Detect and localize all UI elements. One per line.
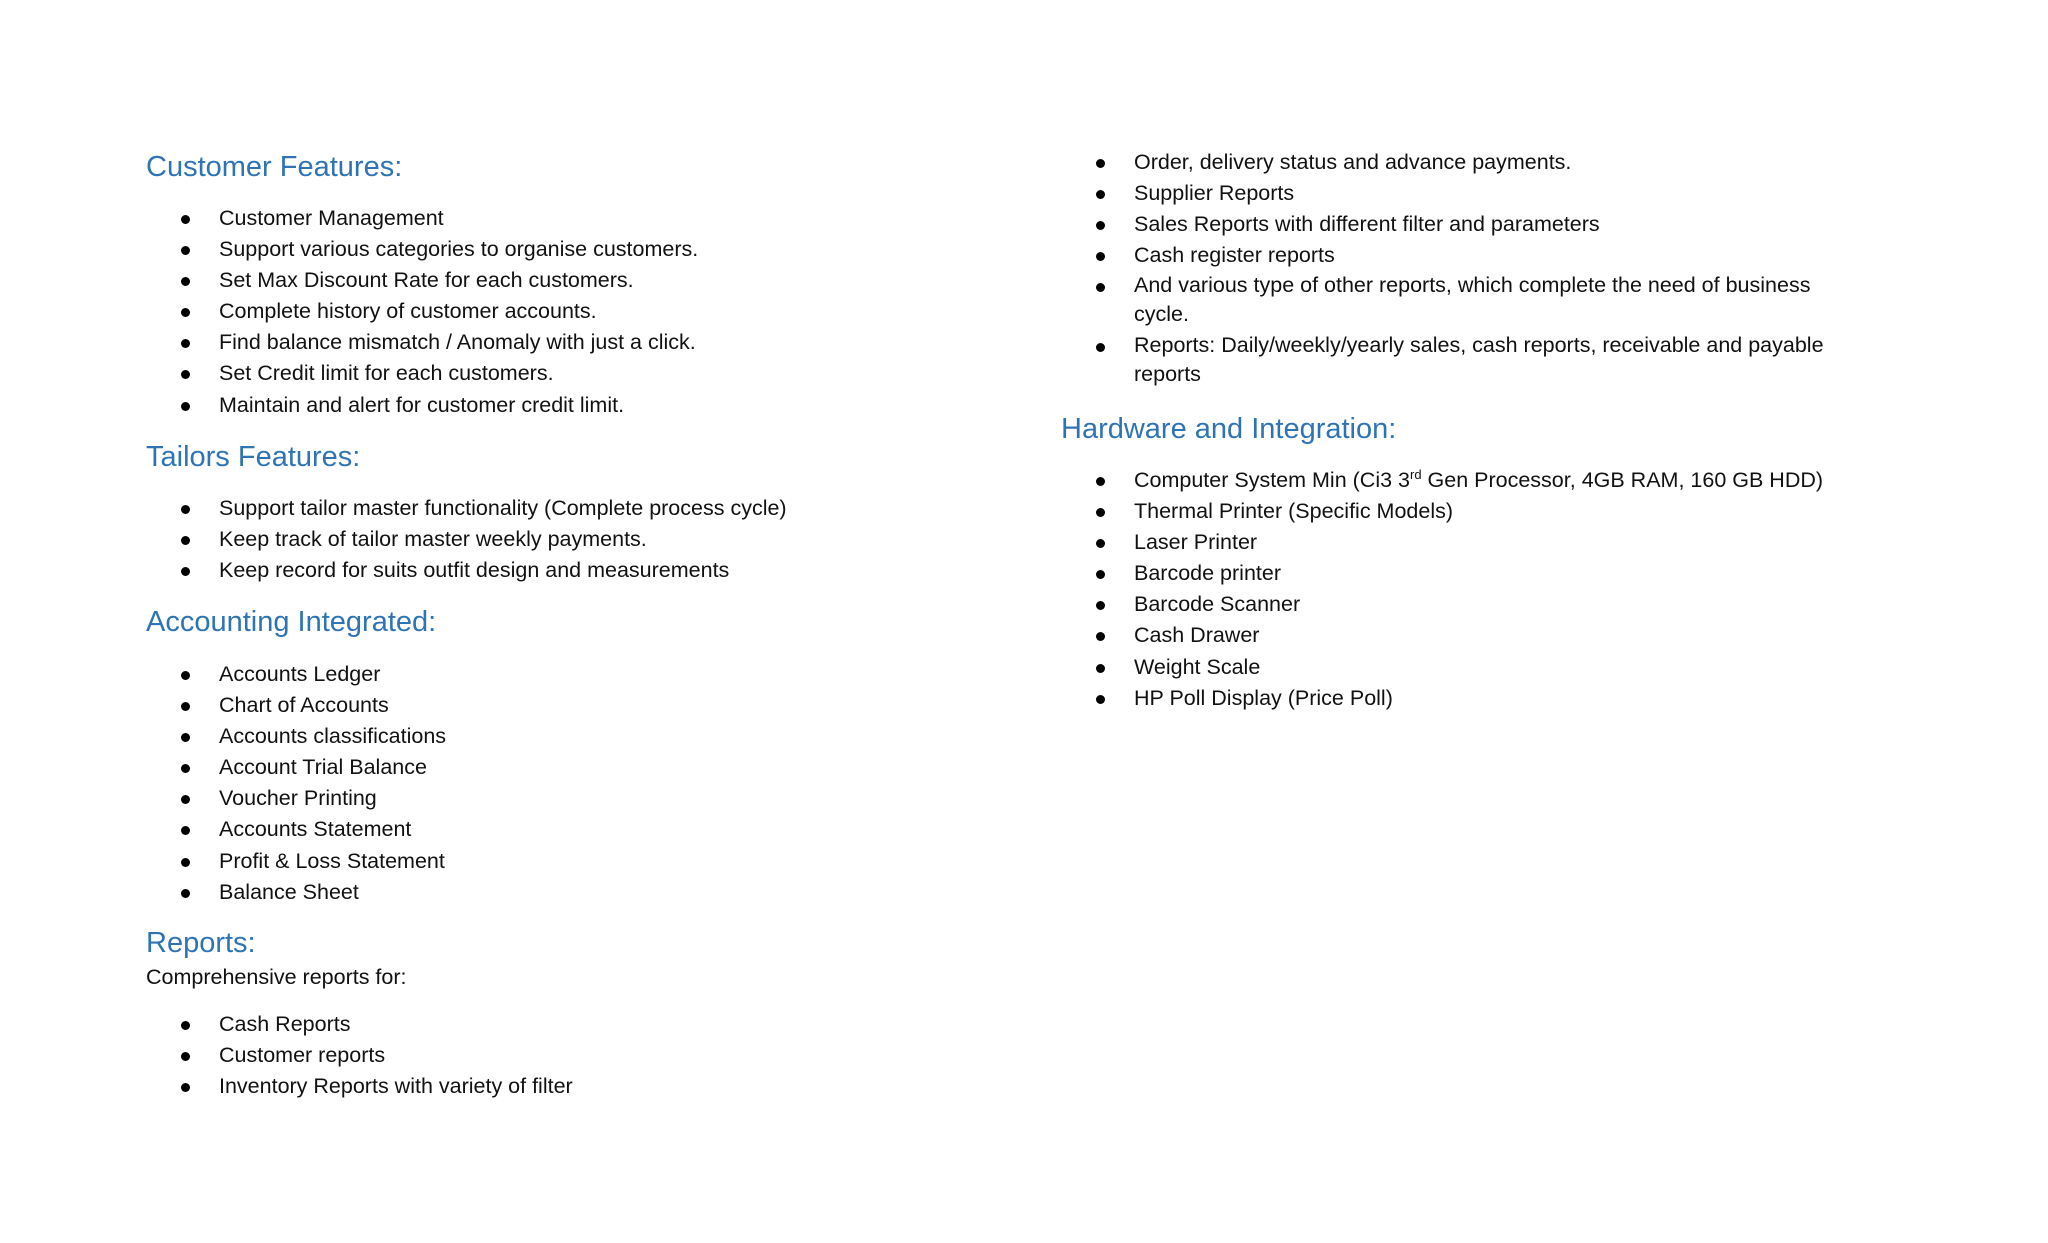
list-item: Inventory Reports with variety of filter bbox=[146, 1071, 573, 1102]
bullet-icon bbox=[1096, 601, 1105, 610]
list-item: Order, delivery status and advance payments. bbox=[1061, 147, 1824, 178]
wrapped-line: Reports: Daily/weekly/yearly sales, cash reports, receivable and payable bbox=[1134, 333, 1824, 358]
bullet-icon bbox=[181, 536, 190, 545]
list-item: Sales Reports with different filter and parameters bbox=[1061, 209, 1824, 240]
list-item: Account Trial Balance bbox=[146, 752, 446, 783]
bullet-icon bbox=[1096, 539, 1105, 548]
bullet-icon bbox=[181, 795, 190, 804]
list-item: Customer reports bbox=[146, 1040, 573, 1071]
bullet-icon bbox=[181, 339, 190, 348]
bullet-icon bbox=[1096, 664, 1105, 673]
bullet-icon bbox=[181, 733, 190, 742]
list-item: Balance Sheet bbox=[146, 877, 446, 908]
bullet-icon bbox=[1096, 190, 1105, 199]
bullet-icon bbox=[181, 370, 190, 379]
reports-list-continued bbox=[1061, 147, 1824, 389]
bullet-icon bbox=[181, 858, 190, 867]
list-item: Complete history of customer accounts. bbox=[146, 296, 698, 327]
list-item: Voucher Printing bbox=[146, 783, 446, 814]
bullet-icon bbox=[181, 308, 190, 317]
reports-heading: Reports: bbox=[146, 927, 256, 959]
list-item: Thermal Printer (Specific Models) bbox=[1061, 496, 1823, 527]
tailors-features-list bbox=[146, 493, 787, 586]
list-item: Cash Reports bbox=[146, 1009, 573, 1040]
bullet-icon bbox=[1096, 477, 1105, 486]
bullet-icon bbox=[181, 1021, 190, 1030]
bullet-icon bbox=[181, 402, 190, 411]
bullet-icon bbox=[181, 826, 190, 835]
bullet-icon bbox=[1096, 695, 1105, 704]
customer-features-list bbox=[146, 203, 698, 421]
list-item: Maintain and alert for customer credit limit. bbox=[146, 390, 698, 421]
bullet-icon bbox=[1096, 632, 1105, 641]
wrapped-line: cycle. bbox=[1134, 302, 1189, 327]
bullet-icon bbox=[181, 764, 190, 773]
bullet-icon bbox=[181, 505, 190, 514]
bullet-icon bbox=[181, 246, 190, 255]
list-item: Set Max Discount Rate for each customers. bbox=[146, 265, 698, 296]
hardware-list bbox=[1061, 465, 1823, 714]
hardware-integration-heading: Hardware and Integration: bbox=[1061, 413, 1397, 445]
list-item: Accounts Statement bbox=[146, 814, 446, 845]
list-item: Barcode Scanner bbox=[1061, 589, 1823, 620]
customer-features-heading: Customer Features: bbox=[146, 151, 403, 183]
list-item: Computer System Min (Ci3 3rd Gen Processor, 4GB RAM, 160 GB HDD) bbox=[1061, 465, 1823, 496]
list-item: Laser Printer bbox=[1061, 527, 1823, 558]
bullet-icon bbox=[1096, 570, 1105, 579]
reports-intro: Comprehensive reports for: bbox=[146, 965, 407, 989]
wrapped-line: reports bbox=[1134, 362, 1201, 387]
bullet-icon bbox=[1096, 252, 1105, 261]
bullet-icon bbox=[1096, 221, 1105, 230]
list-item: Set Credit limit for each customers. bbox=[146, 358, 698, 389]
list-item: Weight Scale bbox=[1061, 652, 1823, 683]
bullet-icon bbox=[1096, 343, 1105, 352]
tailors-features-heading: Tailors Features: bbox=[146, 441, 361, 473]
list-item: Keep record for suits outfit design and measurements bbox=[146, 555, 787, 586]
list-item bbox=[1061, 271, 1824, 329]
bullet-icon bbox=[181, 671, 190, 680]
bullet-icon bbox=[181, 215, 190, 224]
accounting-list bbox=[146, 659, 446, 908]
bullet-icon bbox=[181, 1083, 190, 1092]
wrapped-line: And various type of other reports, which complete the need of business bbox=[1134, 273, 1811, 298]
list-item: Find balance mismatch / Anomaly with just a click. bbox=[146, 327, 698, 358]
list-item: Support tailor master functionality (Complete process cycle) bbox=[146, 493, 787, 524]
bullet-icon bbox=[181, 567, 190, 576]
bullet-icon bbox=[181, 889, 190, 898]
list-item: Profit & Loss Statement bbox=[146, 846, 446, 877]
list-item: Support various categories to organise customers. bbox=[146, 234, 698, 265]
list-item: HP Poll Display (Price Poll) bbox=[1061, 683, 1823, 714]
bullet-icon bbox=[1096, 508, 1105, 517]
list-item: Cash Drawer bbox=[1061, 620, 1823, 651]
reports-list bbox=[146, 1009, 573, 1102]
bullet-icon bbox=[1096, 159, 1105, 168]
list-item: Cash register reports bbox=[1061, 240, 1824, 271]
bullet-icon bbox=[181, 702, 190, 711]
list-item: Chart of Accounts bbox=[146, 690, 446, 721]
list-item: Accounts classifications bbox=[146, 721, 446, 752]
accounting-integrated-heading: Accounting Integrated: bbox=[146, 606, 437, 638]
list-item: Barcode printer bbox=[1061, 558, 1823, 589]
bullet-icon bbox=[181, 1052, 190, 1061]
bullet-icon bbox=[1096, 283, 1105, 292]
bullet-icon bbox=[181, 277, 190, 286]
list-item: Accounts Ledger bbox=[146, 659, 446, 690]
list-item bbox=[1061, 331, 1824, 389]
list-item: Customer Management bbox=[146, 203, 698, 234]
list-item: Supplier Reports bbox=[1061, 178, 1824, 209]
list-item: Keep track of tailor master weekly payments. bbox=[146, 524, 787, 555]
